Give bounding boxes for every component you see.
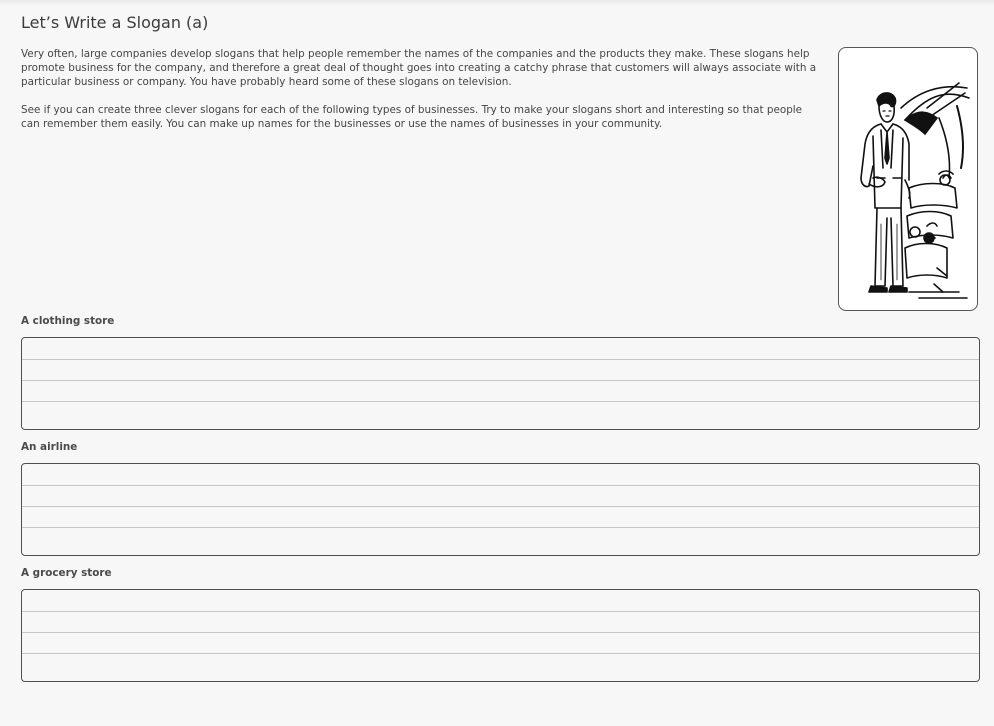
intro-text bbox=[21, 47, 821, 145]
rule-line bbox=[22, 611, 979, 612]
question-label-airline: An airline bbox=[21, 441, 78, 453]
rule-line bbox=[22, 359, 979, 360]
answer-box-grocery-store[interactable] bbox=[21, 589, 980, 682]
businessman-illustration bbox=[838, 47, 978, 311]
rule-line bbox=[22, 653, 979, 654]
rule-line bbox=[22, 401, 979, 402]
answer-box-clothing-store[interactable] bbox=[21, 337, 980, 430]
intro-paragraph-1: Very often, large companies develop slogans that help people remember the names of the companies and the products they make. These slogans help promote business for the company, and therefore a great deal of thought goes into creating a catchy phrase that customers will always associate with a particular business or company. You have probably heard some of these slogans on television. bbox=[21, 48, 817, 88]
top-shadow bbox=[0, 0, 994, 6]
page-title: Let’s Write a Slogan (a) bbox=[21, 13, 209, 32]
rule-line bbox=[22, 380, 979, 381]
answer-box-airline[interactable] bbox=[21, 463, 980, 556]
intro-paragraph-2: See if you can create three clever slogans for each of the following types of businesses. Try to make your slogans short and interesting so that people can remember them easily. You can make up names for the businesses or use the names of businesses in your community. bbox=[21, 104, 803, 130]
question-label-clothing-store: A clothing store bbox=[21, 315, 115, 327]
rule-line bbox=[22, 632, 979, 633]
rule-line bbox=[22, 527, 979, 528]
rule-line bbox=[22, 506, 979, 507]
question-label-grocery-store: A grocery store bbox=[21, 567, 112, 579]
rule-line bbox=[22, 485, 979, 486]
